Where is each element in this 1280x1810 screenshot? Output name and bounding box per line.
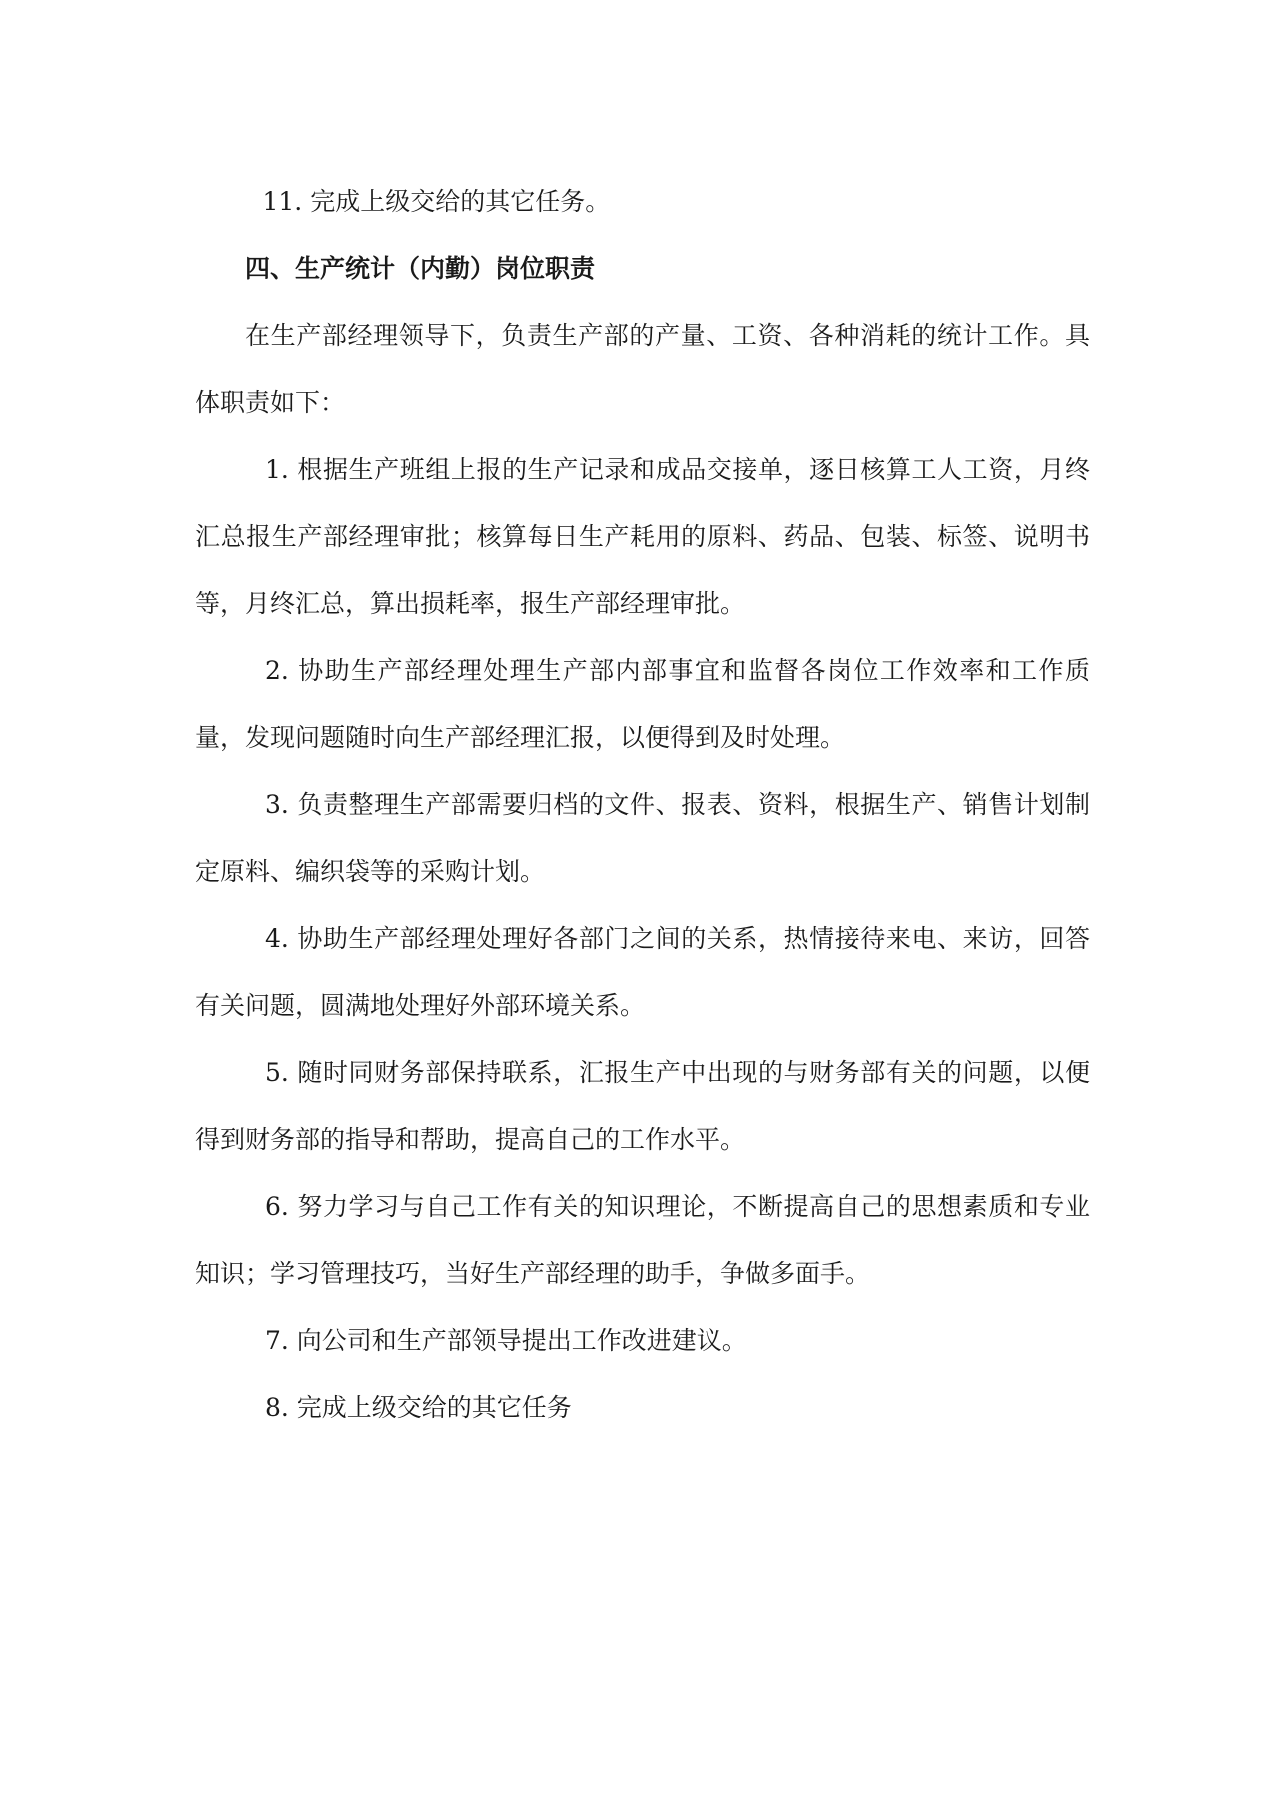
previous-list-item-11: 11. 完成上级交给的其它任务。 bbox=[262, 187, 611, 216]
duty-item-5: 5. 随时同财务部保持联系，汇报生产中出现的与财务部有关的问题，以便得到财务部的指导和帮助，提高自己的工作水平。 bbox=[195, 1058, 1090, 1154]
duty-item-2: 2. 协助生产部经理处理生产部内部事宜和监督各岗位工作效率和工作质量，发现问题随时向生产部经理汇报，以便得到及时处理。 bbox=[195, 656, 1090, 752]
duty-item-1: 1. 根据生产班组上报的生产记录和成品交接单，逐日核算工人工资，月终汇总报生产部经理审批；核算每日生产耗用的原料、药品、包装、标签、说明书等，月终汇总，算出损耗率，报生产部经理审批。 bbox=[195, 455, 1090, 618]
duty-item-3: 3. 负责整理生产部需要归档的文件、报表、资料，根据生产、销售计划制定原料、编织袋等的采购计划。 bbox=[195, 790, 1090, 886]
document-body bbox=[195, 168, 1090, 1441]
duty-item-8: 8. 完成上级交给的其它任务 bbox=[265, 1393, 572, 1422]
duty-item-4: 4. 协助生产部经理处理好各部门之间的关系，热情接待来电、来访，回答有关问题，圆满地处理好外部环境关系。 bbox=[195, 924, 1090, 1020]
duty-item-7: 7. 向公司和生产部领导提出工作改进建议。 bbox=[265, 1326, 747, 1355]
duty-item-6: 6. 努力学习与自己工作有关的知识理论，不断提高自己的思想素质和专业知识；学习管理技巧，当好生产部经理的助手，争做多面手。 bbox=[195, 1192, 1090, 1288]
intro-paragraph: 在生产部经理领导下，负责生产部的产量、工资、各种消耗的统计工作。具体职责如下： bbox=[195, 321, 1090, 417]
section-heading: 四、生产统计（内勤）岗位职责 bbox=[245, 254, 596, 283]
